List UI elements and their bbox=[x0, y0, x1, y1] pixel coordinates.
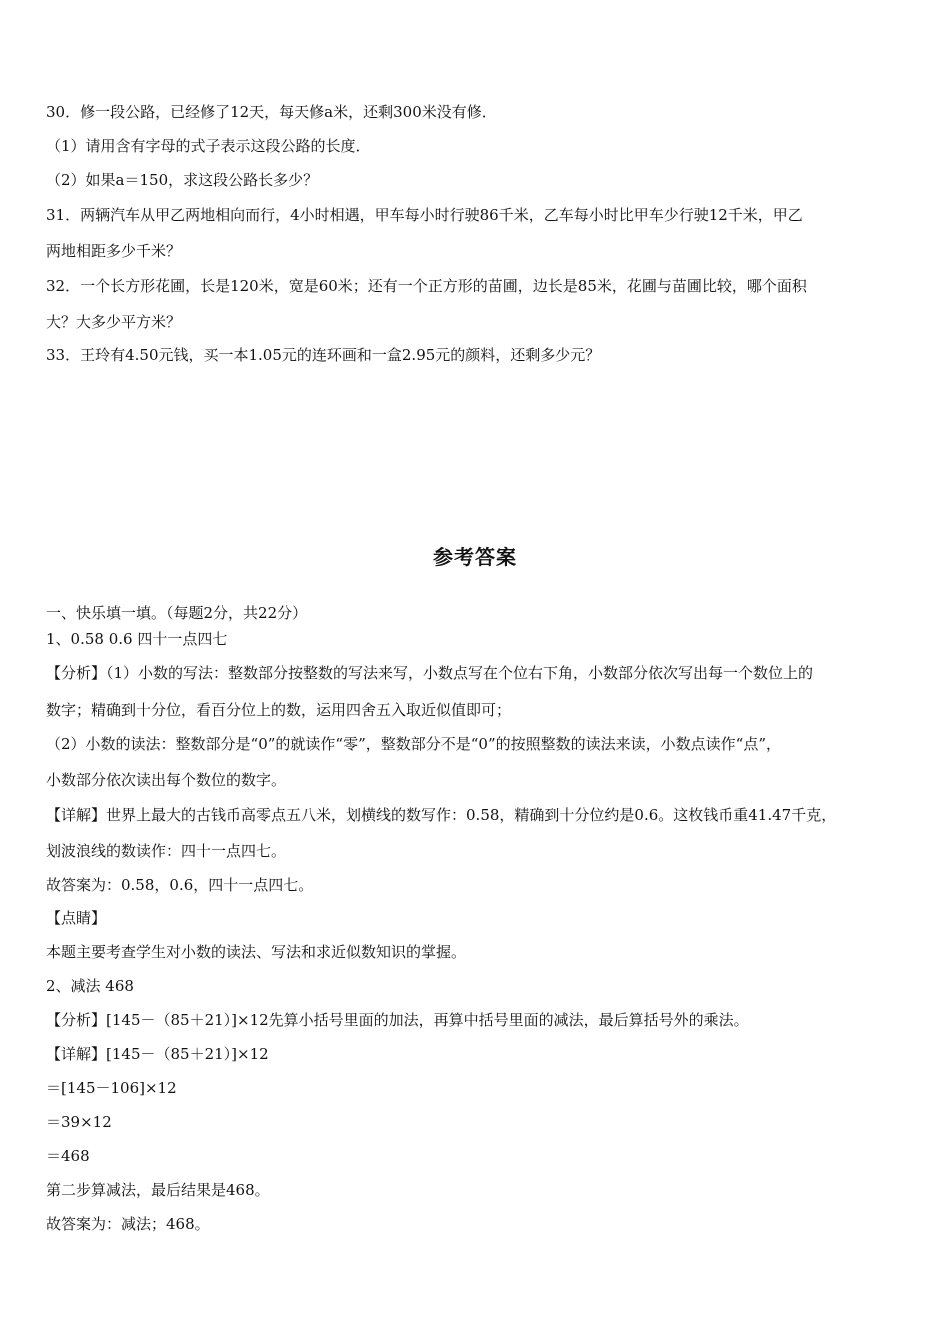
problem-30-part-2: （2）如果a＝150，求这段公路长多少？ bbox=[46, 171, 319, 189]
answer-title: 参考答案 bbox=[433, 545, 517, 569]
detail-2-line-5: 第二步算减法，最后结果是468。 bbox=[46, 1181, 270, 1199]
analysis-1-line-1: 【分析】（1）小数的写法：整数部分按整数的写法来写，小数点写在个位右下角，小数部分依次写出每一个数位上的 bbox=[46, 664, 814, 682]
insight-heading: 【点睛】 bbox=[46, 909, 107, 927]
analysis-1-line-2: 数字；精确到十分位，看百分位上的数，运用四舍五入取近似值即可； bbox=[46, 701, 512, 719]
analysis-1-line-4: 小数部分依次读出每个数位的数字。 bbox=[46, 771, 287, 789]
problem-31-line-2: 两地相距多少千米？ bbox=[46, 242, 182, 260]
section-heading: 一、快乐填一填。（每题2分，共22分） bbox=[46, 604, 308, 622]
problem-30-part-1: （1）请用含有字母的式子表示这段公路的长度． bbox=[46, 137, 371, 155]
detail-1-line-1: 【详解】世界上最大的古钱币高零点五八米，划横线的数写作：0.58，精确到十分位约是0.6。这枚钱币重41.47千克， bbox=[46, 806, 837, 824]
detail-2-line-1: 【详解】[145－（85＋21）]×12 bbox=[46, 1045, 269, 1063]
answer-2-conclusion: 故答案为：减法；468。 bbox=[46, 1215, 210, 1233]
problem-32-line-1: 32．一个长方形花圃，长是120米，宽是60米；还有一个正方形的苗圃，边长是85米，花圃与苗圃比较，哪个面积 bbox=[46, 277, 807, 295]
analysis-2: 【分析】[145－（85＋21）]×12先算小括号里面的加法，再算中括号里面的减法，最后算括号外的乘法。 bbox=[46, 1011, 749, 1029]
insight-1: 本题主要考查学生对小数的读法、写法和求近似数知识的掌握。 bbox=[46, 943, 467, 961]
detail-2-line-4: ＝468 bbox=[46, 1147, 90, 1165]
problem-32-line-2: 大？大多少平方米？ bbox=[46, 313, 182, 331]
analysis-1-line-3: （2）小数的读法：整数部分是“0”的就读作“零”，整数部分不是“0”的按照整数的读法来读，小数点读作“点”， bbox=[46, 735, 781, 753]
answer-1: 1、0.58 0.6 四十一点四七 bbox=[46, 630, 228, 648]
answer-2: 2、减法 468 bbox=[46, 977, 134, 995]
detail-1-line-2: 划波浪线的数读作：四十一点四七。 bbox=[46, 842, 287, 860]
problem-31-line-1: 31．两辆汽车从甲乙两地相向而行，4小时相遇，甲车每小时行驶86千米，乙车每小时比甲车少行驶12千米，甲乙 bbox=[46, 206, 803, 224]
detail-2-line-2: ＝[145－106]×12 bbox=[46, 1079, 177, 1097]
problem-30: 30．修一段公路，已经修了12天，每天修a米，还剩300米没有修． bbox=[46, 103, 497, 121]
problem-33: 33．王玲有4.50元钱，买一本1.05元的连环画和一盒2.95元的颜料，还剩多少元？ bbox=[46, 346, 601, 364]
detail-2-line-3: ＝39×12 bbox=[46, 1113, 112, 1131]
answer-1-conclusion: 故答案为：0.58，0.6，四十一点四七。 bbox=[46, 876, 314, 894]
